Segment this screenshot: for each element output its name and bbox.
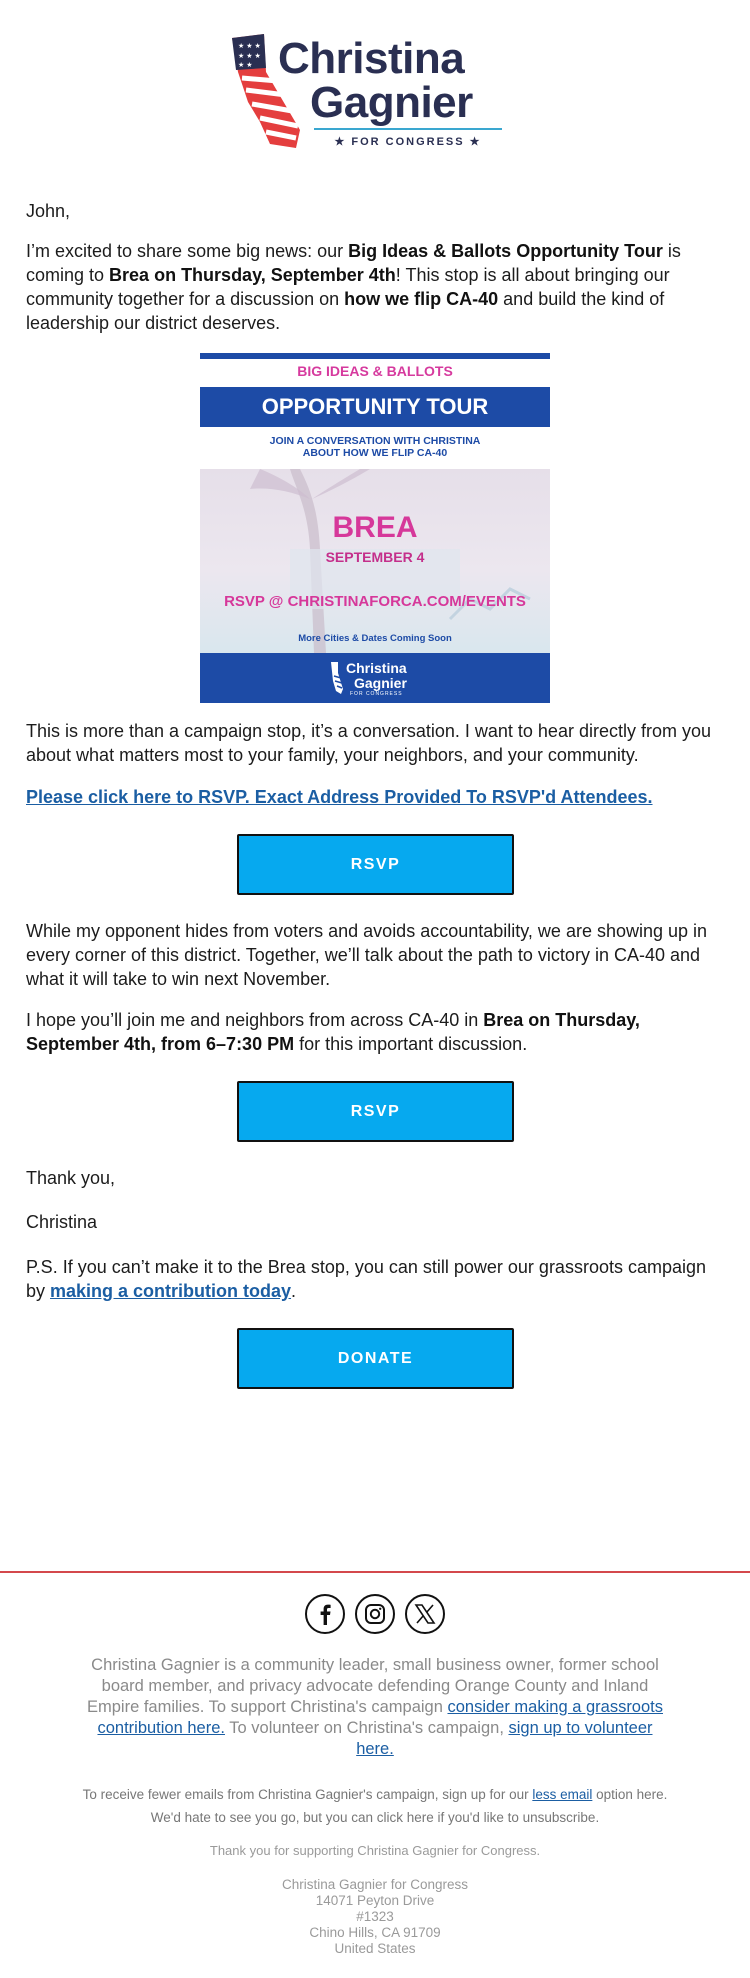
flyer-date: SEPTEMBER 4 [325, 549, 425, 565]
flyer-city: BREA [332, 511, 418, 544]
signature: Christina [26, 1212, 98, 1232]
address-line: United States [334, 1941, 416, 1956]
address-line: 14071 Peyton Drive [315, 1893, 435, 1908]
address-line: Christina Gagnier for Congress [281, 1877, 469, 1892]
volunteer-link[interactable]: sign up to volunteer here. [356, 1719, 653, 1758]
flyer-more-cities: More Cities & Dates Coming Soon [298, 633, 452, 644]
footer-email-preferences: To receive fewer emails from Christina Gagnier's campaign, sign up for our less email option here. We'd hate to see you go, but you can click here if you'd like to unsubscribe. [82, 1787, 668, 1825]
svg-text:★ ★ ★: ★ ★ ★ [238, 53, 261, 60]
facebook-link[interactable] [305, 1594, 345, 1634]
footer-thanks: Thank you for supporting Christina Gagnier for Congress. [209, 1843, 541, 1858]
intro-paragraph: I’m excited to share some big news: our Big Ideas & Ballots Opportunity Tour is coming to Brea on Thursday, September 4th! This stop is all about bringing our community together for a discussion on how we flip CA-40 and build the kind of leadership our district deserves. [26, 241, 681, 333]
footer-about: Christina Gagnier is a community leader, small business owner, former school board member, and privacy advocate defending Orange County and Inland Empire families. To support Christina's campaign consider making a grassroots contribution here. To volunteer on Christina's campaign, sign up to volunteer here. [86, 1656, 663, 1758]
facebook-icon [315, 1603, 335, 1625]
x-twitter-link[interactable] [405, 1594, 445, 1634]
flyer-opportunity-tour: OPPORTUNITY TOUR [200, 387, 550, 427]
flyer-rsvp-url: RSVP @ CHRISTINAFORCA.COM/EVENTS [224, 593, 526, 610]
less-email-link[interactable]: less email [532, 1787, 593, 1802]
instagram-icon [364, 1603, 386, 1625]
tour-name: Big Ideas & Ballots Opportunity Tour [348, 241, 663, 261]
svg-text:★ ★: ★ ★ [238, 62, 253, 69]
rsvp-button[interactable]: RSVP [237, 834, 514, 895]
x-twitter-icon [414, 1603, 436, 1625]
grassroots-contribution-link[interactable]: consider making a grassroots contribution here. [97, 1698, 663, 1737]
flyer-top-bar [200, 353, 550, 359]
flyer-footer-logo: Christina Gagnier FOR CONGRESS [200, 653, 550, 703]
join-paragraph: I hope you’ll join me and neighbors from across CA-40 in Brea on Thursday, September 4th, from 6–7:30 PM for this important discussion. [26, 1010, 640, 1054]
logo-divider [314, 128, 502, 130]
event-time: Brea on Thursday, September 4th, from 6–7:30 PM [26, 1010, 640, 1054]
contribution-link[interactable]: making a contribution today [50, 1281, 292, 1301]
mailing-address [200, 1877, 550, 1957]
event-location-date: Brea on Thursday, September 4th [109, 265, 396, 285]
logo-last-name: Gagnier [310, 78, 473, 127]
flyer-join-text: JOIN A CONVERSATION WITH CHRISTINA ABOUT HOW WE FLIP CA-40 [269, 435, 481, 459]
rsvp-link[interactable]: Please click here to RSVP. Exact Address Provided To RSVP'd Attendees. [26, 787, 653, 807]
flip-ca40: how we flip CA-40 [344, 289, 499, 309]
rsvp-button-second[interactable]: RSVP [237, 1081, 514, 1142]
rsvp-link-row [26, 785, 726, 809]
campaign-logo [230, 26, 525, 150]
event-flyer-image[interactable] [200, 353, 550, 703]
footer-divider [0, 1571, 750, 1573]
conversation-paragraph: This is more than a campaign stop, it’s a conversation. I want to hear directly from you about what matters most to your family, your neighbors, and your community. [26, 721, 711, 765]
greeting: John, [26, 201, 71, 221]
accountability-paragraph: While my opponent hides from voters and avoids accountability, we are showing up in every corner of this district. Together, we’ll talk about the path to victory in CA-40 and what it will take to win next November. [26, 921, 708, 989]
logo-first-name: Christina [278, 34, 465, 83]
thank-you: Thank you, [26, 1168, 116, 1188]
ps-paragraph: P.S. If you can’t make it to the Brea stop, you can still power our grassroots campaign by making a contribution today. [26, 1257, 707, 1301]
flyer-big-ideas: BIG IDEAS & BALLOTS [297, 363, 453, 379]
instagram-link[interactable] [355, 1594, 395, 1634]
address-line: #1323 [356, 1909, 394, 1924]
donate-button[interactable]: DONATE [237, 1328, 514, 1389]
flag-mini-icon [330, 661, 344, 695]
address-line: Chino Hills, CA 91709 [309, 1925, 441, 1940]
svg-text:★ ★ ★: ★ ★ ★ [238, 43, 261, 50]
logo-tagline: ★ FOR CONGRESS ★ [334, 136, 482, 148]
